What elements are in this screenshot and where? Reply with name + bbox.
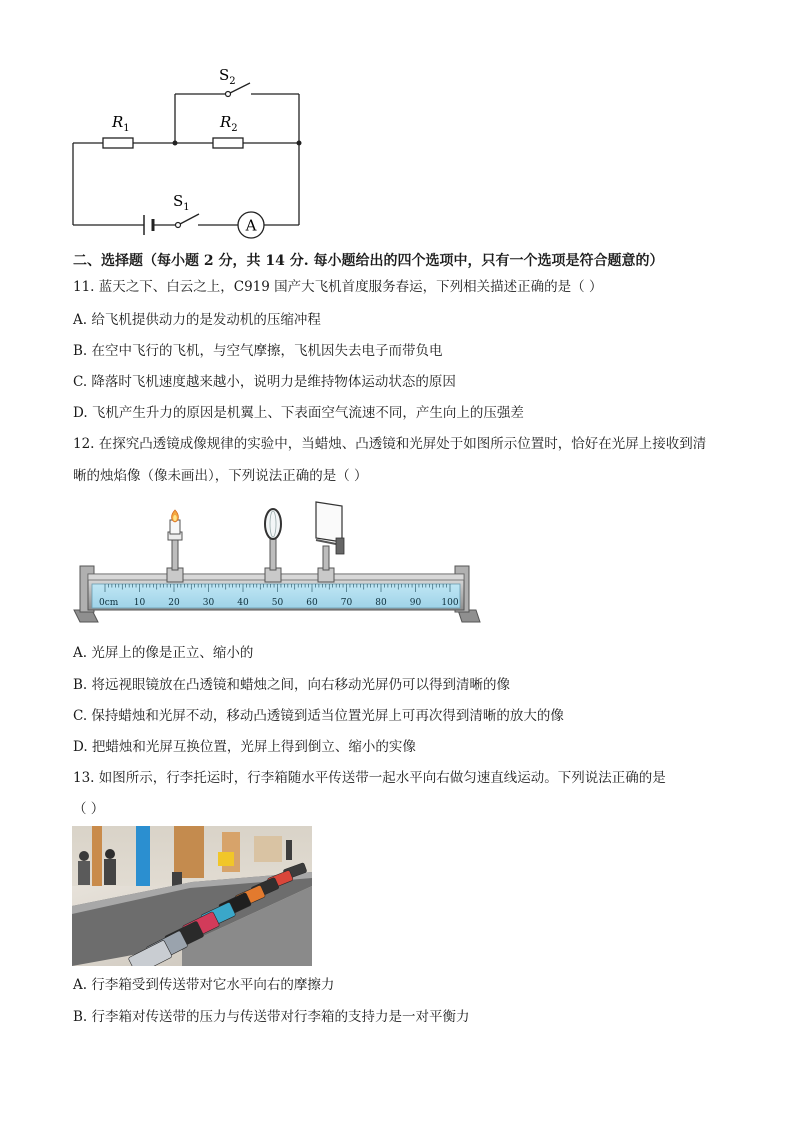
q13-stem-line1: 13. 如图所示，行李托运时，行李箱随水平传送带一起水平向右做匀速直线运动。下列说法正确的是 (73, 770, 666, 786)
circuit-diagram (0, 0, 340, 250)
resistor-r1 (103, 138, 133, 148)
q11-option-b: B. 在空中飞行的飞机，与空气摩擦，飞机因失去电子而带负电 (73, 343, 443, 359)
q12-stem-line1: 12. 在探究凸透镜成像规律的实验中，当蜡烛、凸透镜和光屏处于如图所示位置时，恰好在光屏上接收到清 (73, 436, 707, 452)
q13-option-a: A. 行李箱受到传送带对它水平向右的摩擦力 (73, 977, 335, 993)
bench-tick-label: 70 (340, 598, 353, 608)
bench-tick-label: 0cm (99, 598, 119, 608)
battery-icon (144, 215, 153, 235)
bench-tick-label: 20 (168, 598, 180, 608)
q11-option-a: A. 给飞机提供动力的是发动机的压缩冲程 (73, 312, 321, 328)
resistor-r2 (213, 138, 243, 148)
bench-tick-label: 50 (271, 598, 284, 608)
switch-s1 (176, 214, 200, 228)
light-screen-icon (316, 502, 344, 582)
convex-lens-icon (265, 509, 281, 582)
r1-label: $R_1$ (112, 113, 130, 134)
bench-tick-label: 90 (409, 598, 422, 608)
q11-option-c: C. 降落时飞机速度越来越小，说明力是维持物体运动状态的原因 (73, 374, 456, 390)
q11-stem: 11. 蓝天之下、白云之上，C919 国产大飞机首度服务春运，下列相关描述正确的是（ ） (73, 279, 603, 295)
optical-bench-figure (0, 490, 500, 635)
r2-label: $R_2$ (220, 113, 238, 134)
bench-tick-label: 10 (133, 598, 146, 608)
q12-option-a: A. 光屏上的像是正立、缩小的 (73, 645, 254, 661)
s2-label: $S_2$ (219, 66, 236, 87)
bench-tick-label: 40 (237, 598, 249, 608)
bench-tick-label: 30 (202, 598, 215, 608)
candle-icon (167, 510, 183, 582)
q12-option-b: B. 将远视眼镜放在凸透镜和蜡烛之间，向右移动光屏仍可以得到清晰的像 (73, 677, 511, 693)
baggage-conveyor-photo (72, 826, 312, 966)
bench-tick-label: 60 (306, 598, 318, 608)
q12-option-d: D. 把蜡烛和光屏互换位置，光屏上得到倒立、缩小的实像 (73, 739, 416, 755)
s1-label: $S_1$ (173, 192, 190, 213)
q13-option-b: B. 行李箱对传送带的压力与传送带对行李箱的支持力是一对平衡力 (73, 1009, 470, 1025)
q13-stem-line2: （ ） (73, 801, 105, 817)
ammeter-label: A (245, 216, 257, 235)
q12-option-c: C. 保持蜡烛和光屏不动，移动凸透镜到适当位置光屏上可再次得到清晰的放大的像 (73, 708, 564, 724)
section-title: 二、选择题（每小题 2 分，共 14 分. 每小题给出的四个选项中，只有一个选项是符合题意的） (73, 253, 664, 269)
bench-tick-label: 100 (441, 598, 459, 608)
q11-option-d: D. 飞机产生升力的原因是机翼上、下表面空气流速不同，产生向上的压强差 (73, 405, 524, 421)
q12-stem-line2: 晰的烛焰像（像未画出），下列说法正确的是（ ） (73, 468, 368, 484)
bench-tick-label: 80 (375, 598, 387, 608)
